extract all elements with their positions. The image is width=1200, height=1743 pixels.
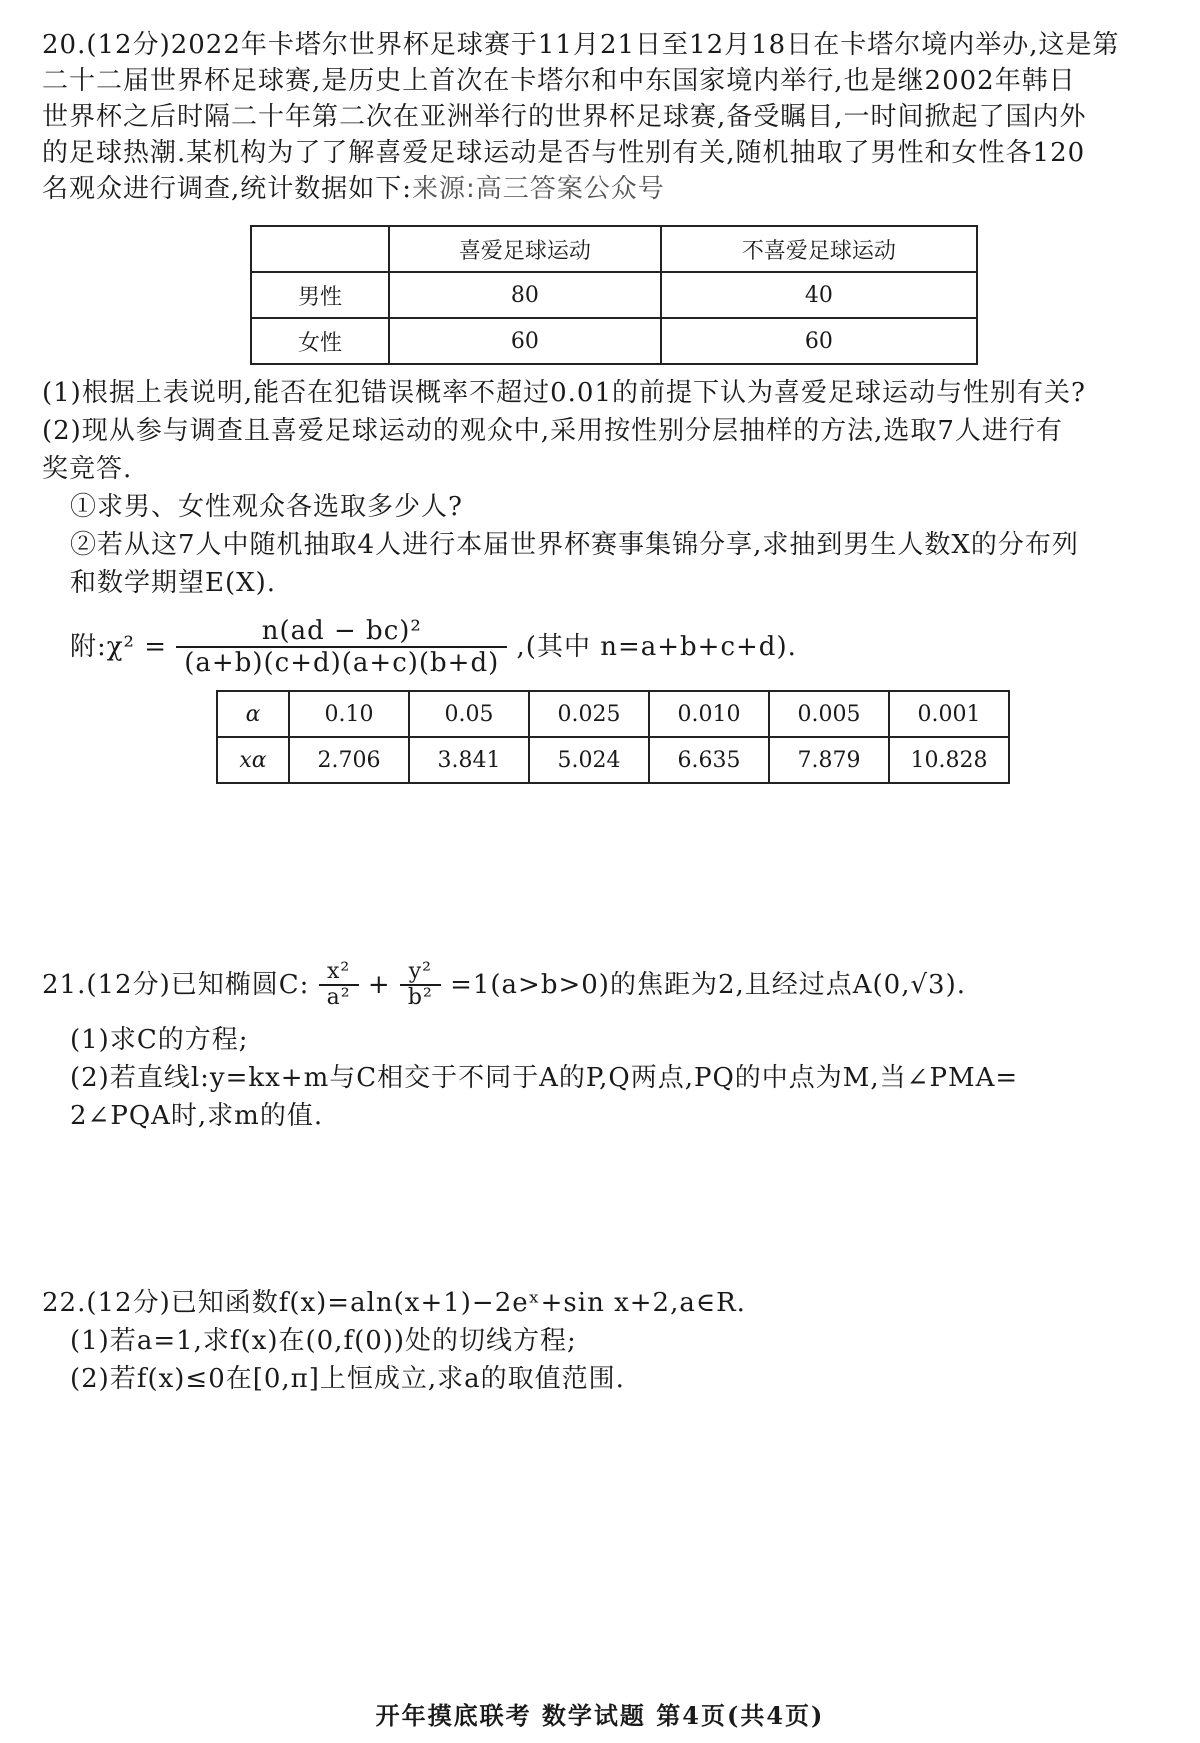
table-cell: 0.025 — [529, 691, 649, 737]
table-cell: 60 — [389, 318, 661, 364]
q20-line-1: 20.(12分)2022年卡塔尔世界杯足球赛于11月21日至12月18日在卡塔尔境内举办,这是第 — [42, 30, 1120, 60]
table-cell: 2.706 — [289, 737, 409, 783]
ellipse-x-term — [319, 960, 359, 1010]
table-cell: 7.879 — [769, 737, 889, 783]
table-row — [251, 272, 977, 318]
q22-line-1: 22.(12分)已知函数f(x)=aln(x+1)−2eˣ+sin x+2,a∈R. — [42, 1288, 746, 1318]
q20-part-2-line-1: (2)现从参与调查且喜爱足球运动的观众中,采用按性别分层抽样的方法,选取7人进行有 — [42, 416, 1063, 446]
chi-square-formula — [70, 616, 1166, 678]
formula-fraction — [176, 616, 507, 678]
table-cell: 6.635 — [649, 737, 769, 783]
y-term-denominator: b² — [407, 985, 433, 1010]
table-cell: 40 — [661, 272, 977, 318]
q20-line-2: 二十二届世界杯足球赛,是历史上首次在卡塔尔和中东国家境内举行,也是继2002年韩日 — [42, 66, 1076, 96]
q21-suffix: =1(a>b>0)的焦距为2,且经过点A(0,√3). — [450, 970, 967, 1000]
q22-part-1: (1)若a=1,求f(x)在(0,f(0))处的切线方程; — [70, 1326, 577, 1356]
q21-part-2-line-2: 2∠PQA时,求m的值. — [70, 1101, 324, 1131]
x-alpha-label: xα — [217, 737, 289, 783]
y-term-numerator: y² — [400, 960, 441, 986]
q20-line-5-text: 名观众进行调查,统计数据如下: — [42, 174, 413, 204]
table-cell: 0.010 — [649, 691, 769, 737]
q21-prefix: 21.(12分)已知椭圆C: — [42, 970, 310, 1000]
q20-part-1: (1)根据上表说明,能否在犯错误概率不超过0.01的前提下认为喜爱足球运动与性别有关? — [42, 378, 1086, 408]
table-cell: 0.05 — [409, 691, 529, 737]
table-cell: 10.828 — [889, 737, 1009, 783]
table-cell: 3.841 — [409, 737, 529, 783]
formula-prefix: 附:χ² = — [70, 632, 167, 662]
table-row — [217, 691, 1009, 737]
table-header-like: 喜爱足球运动 — [389, 226, 661, 272]
table-row — [251, 318, 977, 364]
alpha-label: α — [217, 691, 289, 737]
q20-sub-1: ①求男、女性观众各选取多少人? — [70, 492, 463, 522]
q20-part-2-line-2: 奖竞答. — [42, 454, 133, 484]
table-header-dislike: 不喜爱足球运动 — [661, 226, 977, 272]
table-row — [217, 737, 1009, 783]
q21-part-2-line-1: (2)若直线l:y=kx+m与C相交于不同于A的P,Q两点,PQ的中点为M,当∠PMA= — [70, 1063, 1019, 1093]
table-cell: 0.005 — [769, 691, 889, 737]
ellipse-y-term — [400, 960, 441, 1010]
table-cell: 60 — [661, 318, 977, 364]
q20-line-3: 世界杯之后时隔二十年第二次在亚洲举行的世界杯足球赛,备受瞩目,一时间掀起了国内外 — [42, 102, 1087, 132]
table-cell: 男性 — [251, 272, 389, 318]
table-cell: 0.10 — [289, 691, 409, 737]
formula-denominator: (a+b)(c+d)(a+c)(b+d) — [184, 648, 500, 678]
table-cell: 5.024 — [529, 737, 649, 783]
q20-sub-2-line-2: 和数学期望E(X). — [70, 568, 277, 598]
plus-sign: + — [367, 970, 391, 1000]
source-watermark: 来源:高三答案公众号 — [412, 174, 665, 204]
formula-numerator: n(ad − bc)² — [176, 616, 507, 648]
table-row — [251, 226, 977, 272]
table-cell: 女性 — [251, 318, 389, 364]
page-footer: 开年摸底联考 数学试题 第4页(共4页) — [375, 1701, 825, 1730]
table-cell: 80 — [389, 272, 661, 318]
critical-value-table — [216, 690, 1010, 784]
q21-part-1: (1)求C的方程; — [70, 1025, 249, 1055]
q20-sub-2-line-1: ②若从这7人中随机抽取4人进行本届世界杯赛事集锦分享,求抽到男生人数X的分布列 — [70, 530, 1079, 560]
table-cell — [251, 226, 389, 272]
x-term-denominator: a² — [326, 985, 351, 1010]
q22-part-2: (2)若f(x)≤0在[0,π]上恒成立,求a的取值范围. — [70, 1364, 625, 1394]
q21-line-1 — [42, 960, 1166, 1010]
survey-table — [250, 225, 978, 365]
table-cell: 0.001 — [889, 691, 1009, 737]
q20-line-4: 的足球热潮.某机构为了了解喜爱足球运动是否与性别有关,随机抽取了男性和女性各120 — [42, 138, 1086, 168]
x-term-numerator: x² — [319, 960, 359, 986]
q20-line-5 — [42, 172, 1166, 206]
formula-suffix: ,(其中 n=a+b+c+d). — [516, 632, 797, 662]
